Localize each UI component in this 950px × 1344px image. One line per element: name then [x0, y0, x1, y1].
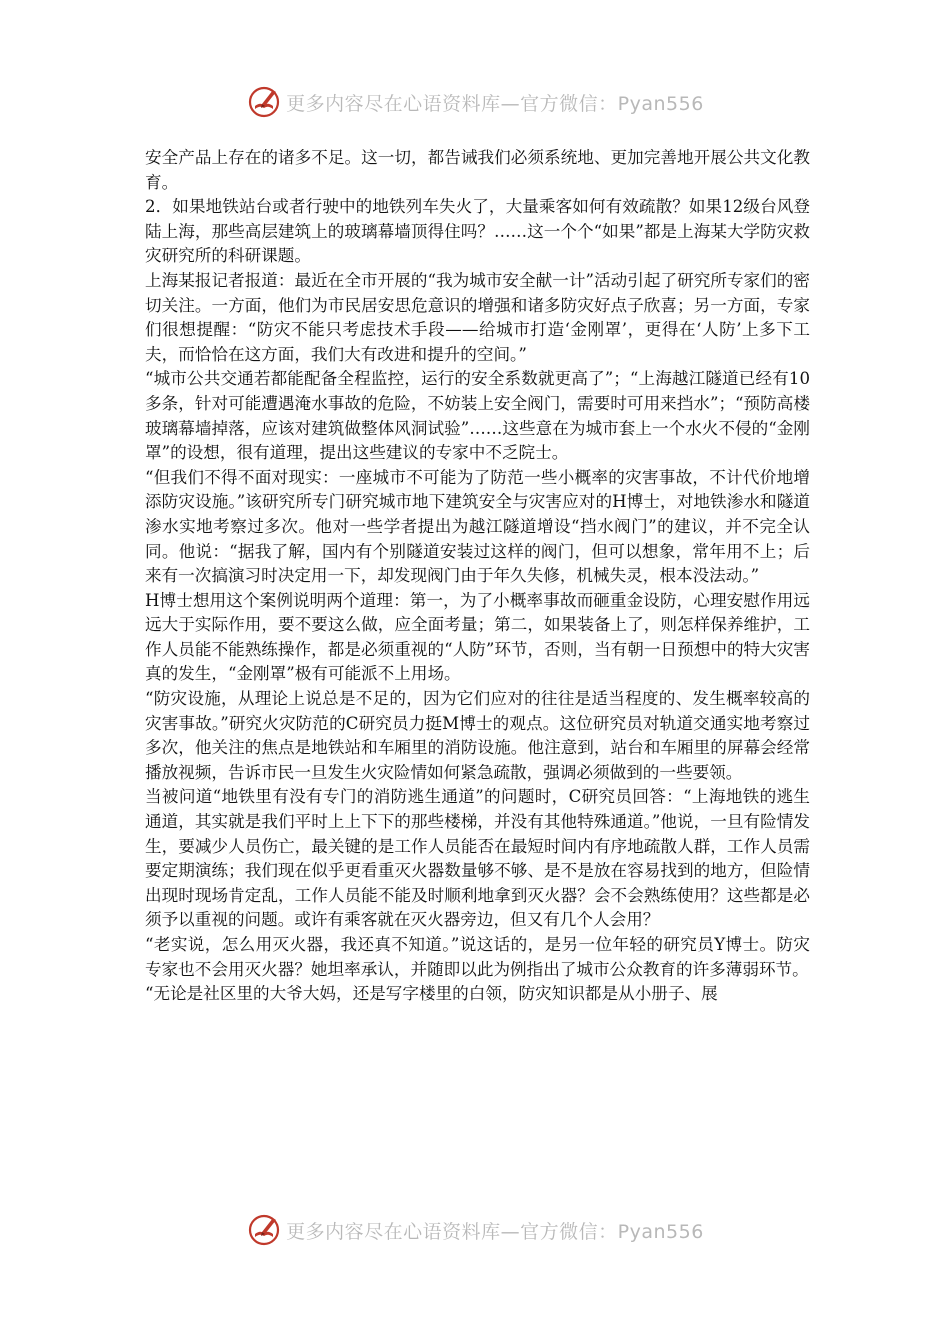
paragraph: “老实说，怎么用灭火器，我还真不知道。”说这话的，是另一位年轻的研究员Y博士。防灾专家也不会用灭火器？她坦率承认，并随即以此为例指出了城市公众教育的许多薄弱环节。: [145, 935, 810, 979]
document-body: [145, 146, 810, 1007]
paragraph: 2．如果地铁站台或者行驶中的地铁列车失火了，大量乘客如何有效疏散？如果12级台风登陆上海，那些高层建筑上的玻璃幕墙顶得住吗？……这一个个“如果”都是上海某大学防灾救灾研究所的科研课题。: [145, 197, 810, 266]
book-pen-icon: [246, 1212, 282, 1248]
book-pen-icon: [246, 84, 282, 120]
paragraph: “但我们不得不面对现实：一座城市不可能为了防范一些小概率的灾害事故，不计代价地增添防灾设施。”该研究所专门研究城市地下建筑安全与灾害应对的H博士，对地铁渗水和隧道渗水实地考察过多次。他对一些学者提出为越江隧道增设“挡水阀门”的建议，并不完全认同。他说：“据我了解，国内有个别隧道安装过这样的阀门，但可以想象，常年用不上；后来有一次搞演习时决定用一下，却发现阀门由于年久失修，机械失灵，根本没法动。”: [145, 467, 810, 586]
watermark-text: 更多内容尽在心语资料库—官方微信：Pyan556: [286, 92, 704, 115]
paragraph: “防灾设施，从理论上说总是不足的，因为它们应对的往往是适当程度的、发生概率较高的灾害事故。”研究火灾防范的C研究员力挺M博士的观点。这位研究员对轨道交通实地考察过多次，他关注的焦点是地铁站和车厢里的消防设施。他注意到，站台和车厢里的屏幕会经常播放视频，告诉市民一旦发生火灾险情如何紧急疏散，强调必须做到的一些要领。: [145, 689, 810, 782]
watermark-text: 更多内容尽在心语资料库—官方微信：Pyan556: [286, 1220, 704, 1243]
paragraph: “城市公共交通若都能配备全程监控，运行的安全系数就更高了”；“上海越江隧道已经有10多条，针对可能遭遇淹水事故的危险，不妨装上安全阀门，需要时可用来挡水”；“预防高楼玻璃幕墙掉落，应该对建筑做整体风洞试验”……这些意在为城市套上一个水火不侵的“金刚罩”的设想，很有道理，提出这些建议的专家中不乏院士。: [145, 369, 810, 463]
paragraph: 上海某报记者报道：最近在全市开展的“我为城市安全献一计”活动引起了研究所专家们的密切关注。一方面，他们为市民居安思危意识的增强和诸多防灾好点子欣喜；另一方面，专家们很想提醒：“防灾不能只考虑技术手段——给城市打造‘金刚罩’，更得在‘人防’上多下工夫，而恰恰在这方面，我们大有改进和提升的空间。”: [145, 270, 810, 364]
footer-watermark-banner: [0, 1210, 950, 1250]
paragraph: H博士想用这个案例说明两个道理：第一，为了小概率事故而砸重金设防，心理安慰作用远远大于实际作用，要不要这么做，应全面考量；第二，如果装备上了，则怎样保养维护，工作人员能不能熟练操作，都是必须重视的“人防”环节，否则，当有朝一日预想中的特大灾害真的发生，“金刚罩”极有可能派不上用场。: [145, 590, 810, 684]
header-watermark-banner: [0, 82, 950, 122]
paragraph: “无论是社区里的大爷大妈，还是写字楼里的白领，防灾知识都是从小册子、展: [145, 984, 718, 1004]
paragraph: 当被问道“地铁里有没有专门的消防逃生通道”的问题时，C研究员回答：“上海地铁的逃生通道，其实就是我们平时上上下下的那些楼梯，并没有其他特殊通道。”他说，一旦有险情发生，要减少人员伤亡，最关键的是工作人员能否在最短时间内有序地疏散人群，工作人员需要定期演练；我们现在似乎更看重灭火器数量够不够、是不是放在容易找到的地方，但险情出现时现场肯定乱，工作人员能不能及时顺利地拿到灭火器？会不会熟练使用？这些都是必须予以重视的问题。或许有乘客就在灭火器旁边，但又有几个人会用？: [145, 787, 810, 930]
paragraph: 安全产品上存在的诸多不足。这一切，都告诫我们必须系统地、更加完善地开展公共文化教育。: [145, 148, 810, 192]
